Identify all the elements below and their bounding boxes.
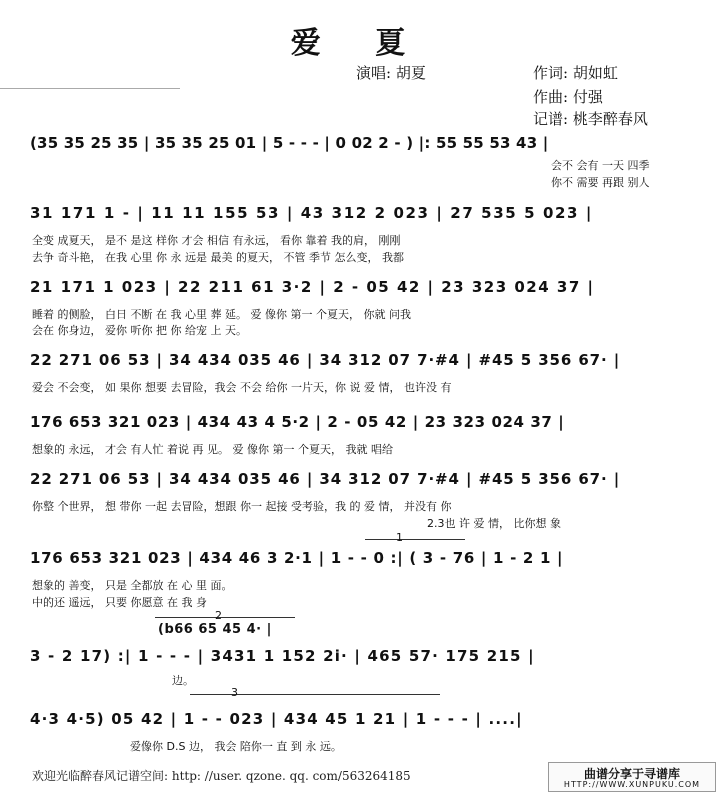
- lyric-line-7a: 想象的 善变， 只是 全都放 在 心 里 面。: [32, 579, 233, 592]
- volta-bracket-label: 1: [396, 531, 403, 544]
- lyric-line-1a: 会不 会有 一天 四季: [551, 159, 650, 172]
- score-line-8: (b66 65 45 4· |: [158, 622, 272, 637]
- lyric-line-4a: 爱会 不会变， 如 果你 想要 去冒险，我会 不会 给你 一片天，你 说 爱 情， 也许没 有: [32, 381, 452, 394]
- footer-text: 欢迎光临醉春风记谱空间: http: //user. qzone. qq. com/563264185: [32, 769, 411, 783]
- lyric-line-3b: 会在 你身边， 爱你 听你 把 你 给宠 上 天。: [32, 324, 247, 337]
- score-line-9: 3 - 2 17) :| 1 - - - | 3431 1 152 2i· | 465 57· 175 215 |: [30, 647, 535, 665]
- volta-bracket-2: [155, 617, 295, 618]
- score-line-7: 176 653 321 023 | 434 46 3 2·1 | 1 - - 0 :| ( 3 - 76 | 1 - 2 1 |: [30, 549, 564, 567]
- lyric-line-2a: 全变 成夏天， 是不 是这 样你 才会 相信 有永远， 看你 靠着 我的肩， 刚刚: [32, 234, 401, 247]
- score-line-3: 21 171 1 023 | 22 211 61 3·2 | 2 - 05 42 | 23 323 024 37 |: [30, 278, 595, 296]
- score-line-2: 31 171 1 - | 11 11 155 53 | 43 312 2 023 | 27 535 5 023 |: [30, 204, 593, 222]
- score-line-10: 4·3 4·5) 05 42 | 1 - - 023 | 434 45 1 21 | 1 - - - | ....|: [30, 710, 523, 728]
- score-line-5: 176 653 321 023 | 434 43 4 5·2 | 2 - 05 42 | 23 323 024 37 |: [30, 413, 565, 431]
- lyric-line-6a: 你整 个世界， 想 带你 一起 去冒险，想跟 你一 起接 受考验，我 的 爱 情， 并没有 你: [32, 500, 452, 513]
- lyric-line-6b: 2.3也 许 爱 情， 比你想 象: [427, 517, 561, 530]
- volta-bracket-1: [365, 539, 465, 540]
- transcriber-credit: 记谱: 桃李醉春风: [533, 110, 648, 128]
- lyric-line-1b: 你不 需要 再跟 别人: [551, 176, 650, 189]
- score-line-4: 22 271 06 53 | 34 434 035 46 | 34 312 07 7·#4 | #45 5 356 67· |: [30, 351, 621, 369]
- composer-credit: 作曲: 付强: [533, 88, 603, 106]
- lyric-line-3a: 睡着 的侧脸， 白日 不断 在 我 心里 葬 延。 爱 像你 第一 个夏天， 你就 问我: [32, 308, 411, 321]
- lyric-line-2b: 去争 奇斗艳， 在我 心里 你 永 远是 最美 的夏天， 不管 季节 怎么变， 我都: [32, 251, 404, 264]
- song-title: 爱 夏: [290, 26, 428, 61]
- lyric-line-7b: 中的还 遥远， 只要 你愿意 在 我 身: [32, 596, 207, 609]
- score-line-6: 22 271 06 53 | 34 434 035 46 | 34 312 07 7·#4 | #45 5 356 67· |: [30, 470, 621, 488]
- lyric-line-10a: 爱像你 D.S 边， 我会 陪你一 直 到 永 远。: [130, 740, 342, 753]
- lyric-line-9a: 边。: [172, 674, 194, 687]
- triplet-bracket-label: 3: [231, 686, 238, 699]
- triplet-bracket: [190, 694, 440, 695]
- lyricist-credit: 作词: 胡如虹: [533, 64, 618, 82]
- score-line-1: (35 35 25 35 | 35 35 25 01 | 5 - - - | 0 02 2 - ) |: 55 55 53 43 |: [30, 134, 549, 152]
- lyric-line-5a: 想象的 永远， 才会 有人忙 着说 再 见。 爱 像你 第一 个夏天， 我就 唱给: [32, 443, 393, 456]
- singer-credit: 演唱: 胡夏: [356, 64, 426, 82]
- volta-bracket-label-2: 2: [215, 609, 222, 622]
- stamp-url: HTTP://WWW.XUNPUKU.COM: [563, 780, 701, 789]
- watermark-stamp: [548, 762, 716, 792]
- stamp-title: 曲谱分享于寻谱库: [583, 767, 680, 781]
